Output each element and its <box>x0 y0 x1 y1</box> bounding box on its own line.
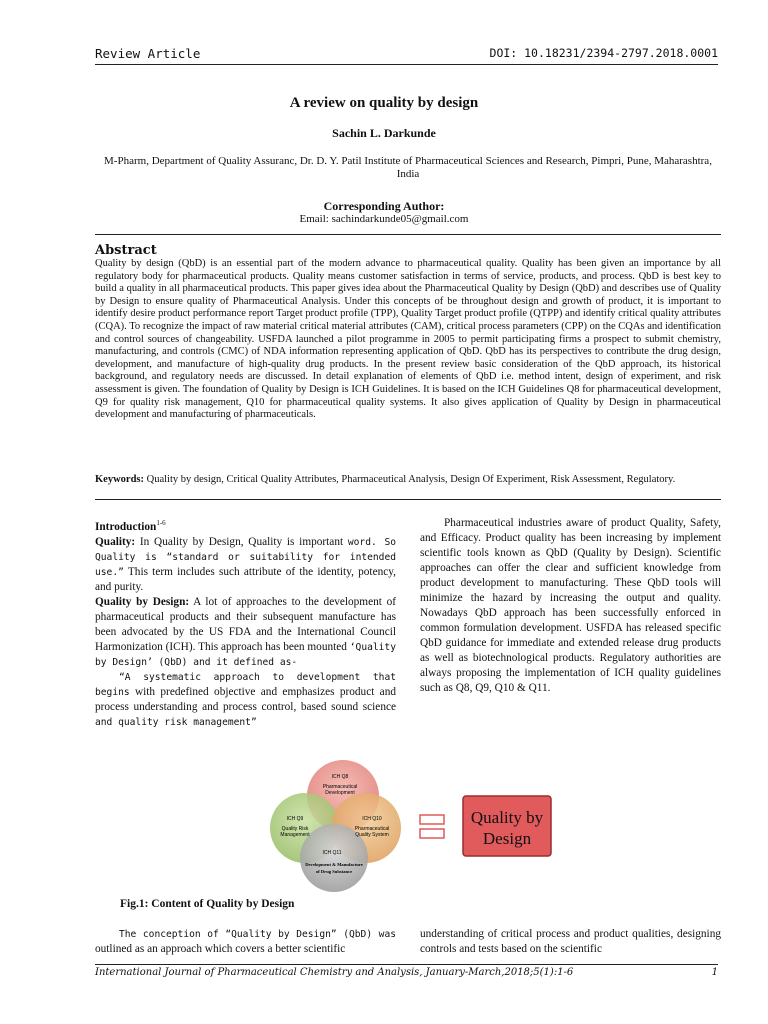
quote-text: with predefined objective and emphasizes product and process understanding and process control, based sound science <box>95 685 396 713</box>
bottom-right-column <box>420 927 721 957</box>
quality-label: Quality: <box>95 535 136 548</box>
qbd-figure <box>270 758 570 892</box>
bottom-right-text: understanding of critical process and product qualities, designing controls and tests based on the scientific <box>420 928 721 955</box>
author-name: Sachin L. Darkunde <box>332 126 436 140</box>
q9-sub1: Quality Risk <box>281 826 309 832</box>
q9-sub2: Management <box>280 832 310 838</box>
bottom-left-column <box>95 927 396 957</box>
q8-sub1: Pharmaceutical <box>322 784 358 790</box>
corresponding-heading: Corresponding Author: <box>323 199 445 213</box>
qbd-text: A lot of approaches to the development of pharmaceutical products and their subsequent manufacture has been advocated by the US FDA and the International Council Harmonization (ICH). This approach has been mounted <box>95 595 396 653</box>
running-header <box>95 46 718 65</box>
quote-end: and quality risk management” <box>95 716 257 728</box>
q10-title: ICH Q10 <box>362 816 382 822</box>
abstract-heading: Abstract <box>95 243 157 258</box>
left-column <box>95 516 396 730</box>
right-column-text: Pharmaceutical industries aware of product Quality, Safety, and Efficacy. Product quality has been increasing by implement scientific tools known as QbD (Quality by Design). Scientific approaches can offer the clear and sufficient knowledge from product development to manufacturing. These QbD tools will minimize the hazard by increasing the output and quality. Nowadays QbD approach has been successfully enforced in common formulation development. USFDA has released specific QbD guidance for immediate and extended release drug products as well as biotechnological products. Regulatory authorities are always proposing the implementation of ICH quality guidelines such as Q8, Q9, Q10 & Q11. <box>420 517 721 694</box>
conception-text: outlined as an approach which covers a better scientific <box>95 943 346 955</box>
divider <box>95 234 721 235</box>
qbd-label: Quality by Design: <box>95 595 190 608</box>
quality-text: In Quality by Design, Quality is important <box>135 535 344 548</box>
qbd-box-line1: Quality by <box>470 808 544 827</box>
conception-mono: The conception of “Quality by Design” (QbD) was <box>119 929 396 940</box>
running-footer <box>95 964 718 978</box>
q10-sub2: Quality System <box>355 832 389 838</box>
keywords-label: Keywords: <box>95 474 144 485</box>
q9-title: ICH Q9 <box>286 816 304 822</box>
quality-text-2: This term includes such attribute of the identity, potency, and purity. <box>95 565 396 593</box>
q11-sub2: of Drug Substance <box>315 869 353 874</box>
keywords-text: Quality by design, Critical Quality Attributes, Pharmaceutical Analysis, Design Of Experiment, Risk Assessment, Regulatory. <box>144 474 676 485</box>
intro-citation: 1-6 <box>156 519 166 527</box>
q11-title: ICH Q11 <box>322 850 342 856</box>
journal-citation: International Journal of Pharmaceutical Chemistry and Analysis, January-March,2018;5(1):1-6 <box>95 967 574 978</box>
intro-heading: Introduction <box>95 520 157 533</box>
q8-title: ICH Q8 <box>331 774 349 780</box>
corresponding-email: Email: sachindarkunde05@gmail.com <box>299 213 469 225</box>
doi: DOI: 10.18231/2394-2797.2018.0001 <box>489 46 718 60</box>
quality-definition: word. So Quality is “standard or suitability for intended use.” <box>95 536 396 578</box>
affiliation: M-Pharm, Department of Quality Assuranc, Dr. D. Y. Patil Institute of Pharmaceutical Sciences and Research, Pimpri, Pune, Maharashtra, India <box>104 155 712 180</box>
quote-start: “A systematic approach to development that begins <box>95 671 396 698</box>
qbd-definition: ‘Quality by Design’ (QbD) and it defined as- <box>95 641 396 668</box>
keywords <box>95 474 721 487</box>
right-column <box>420 516 721 696</box>
page-number: 1 <box>711 967 718 978</box>
equals-icon <box>420 815 444 838</box>
q11-sub1: Development & Manufacture <box>305 862 363 867</box>
qbd-box-line2: Design <box>482 829 532 848</box>
paper-title: A review on quality by design <box>289 95 479 111</box>
q8-sub2: Development <box>325 790 355 796</box>
article-type: Review Article <box>95 46 201 61</box>
abstract-text: Quality by design (QbD) is an essential part of the modern advance to pharmaceutical quality. Quality has been given an importance by all regulatory body for pharmaceutical products. Quality means customer satisfaction in terms of service, products, and process. QbD is best key to build a quality in all pharmaceutical products. This paper gives idea about the Pharmaceutical Quality by Design (QbD) and describes use of Quality by Design to ensure quality of Pharmaceutical Analysis. Under this concepts of be throughout design and growth of product, it is important to identify desire product performance report Target product profile (TPP), Quality Target product profile (QTPP) and identify critical quality attributes (CQA). To recognize the impact of raw material critical material attributes (CAM), critical process parameters (CPP) on the CQAs and identification and control sources of changeability. USFDA launched a pilot programme in 2005 to permit participating firms a prospect to submit chemistry, manufacturing, and controls (CMC) of NDA information representing application of QbD. QbD has its perspectives to contribute the drug design, development, and manufacture of high-quality drug products. In the present review basic consideration of the QbD approach, its historical background, and regulatory needs are discussed. In detail explanation of elements of QbD i.e. method intent, design of experiment, and risk assessment is given. The foundation of Quality by Design is ICH Guidelines. It is based on the ICH Guidelines Q8 for pharmaceutical development, Q9 for quality risk management, Q10 for pharmaceutical quality systems. It also gives application of Quality by Design in pharmaceutical development and manufacturing of pharmaceuticals. <box>95 258 721 421</box>
figure-caption: Fig.1: Content of Quality by Design <box>120 898 295 910</box>
q10-sub1: Pharmaceutical <box>354 826 390 832</box>
divider <box>95 499 721 500</box>
